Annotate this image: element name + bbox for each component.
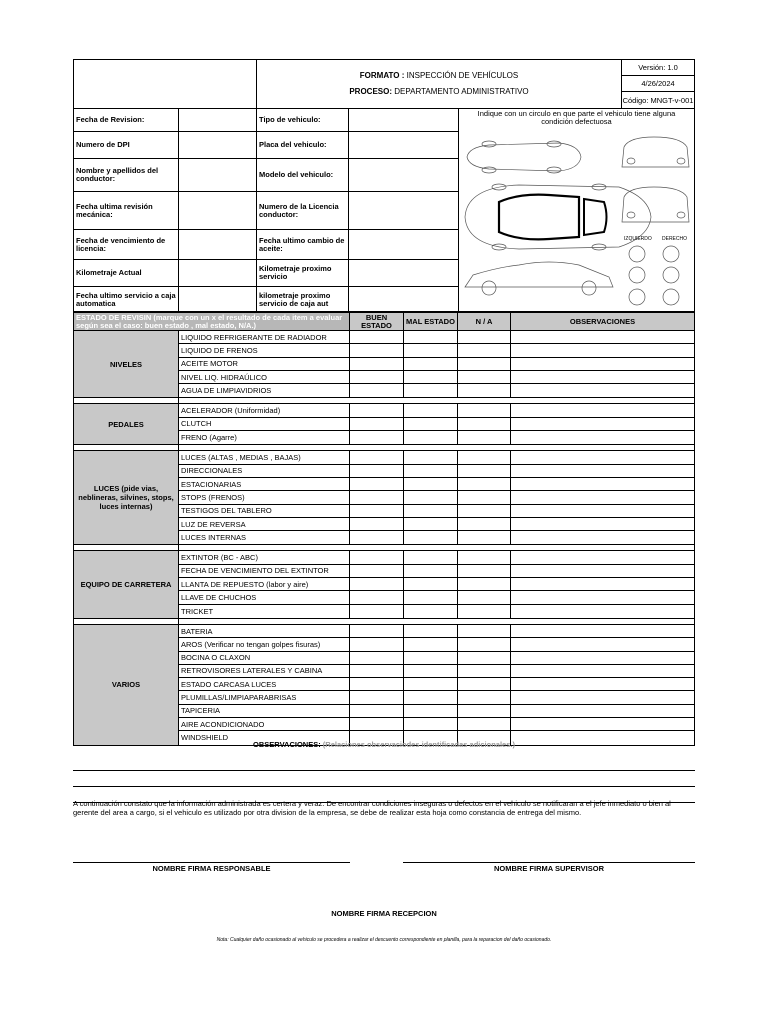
good-state-cell[interactable] bbox=[350, 418, 404, 430]
checklist-item-label: AGUA DE LIMPIAVIDRIOS bbox=[179, 384, 350, 397]
info-label: Numero de DPI bbox=[74, 132, 179, 158]
checklist-row bbox=[179, 638, 694, 651]
na-cell[interactable] bbox=[458, 718, 511, 730]
good-state-cell[interactable] bbox=[350, 665, 404, 677]
observation-cell[interactable] bbox=[511, 418, 694, 430]
bad-state-cell[interactable] bbox=[404, 358, 458, 370]
na-cell[interactable] bbox=[458, 465, 511, 477]
good-state-cell[interactable] bbox=[350, 718, 404, 730]
good-state-cell[interactable] bbox=[350, 678, 404, 690]
na-cell[interactable] bbox=[458, 358, 511, 370]
info-label: Nombre y apellidos del conductor: bbox=[74, 159, 179, 191]
good-state-cell[interactable] bbox=[350, 652, 404, 664]
date: 4/26/2024 bbox=[622, 76, 694, 92]
col-na: N / A bbox=[458, 313, 511, 330]
checklist-row bbox=[179, 358, 694, 371]
info-row bbox=[74, 159, 459, 192]
observation-cell[interactable] bbox=[511, 718, 694, 730]
checklist-row bbox=[179, 678, 694, 691]
good-state-cell[interactable] bbox=[350, 384, 404, 397]
bad-state-cell[interactable] bbox=[404, 565, 458, 577]
observations-line[interactable] bbox=[73, 770, 695, 771]
bad-state-cell[interactable] bbox=[404, 691, 458, 703]
checklist-row bbox=[179, 705, 694, 718]
checklist-header bbox=[74, 313, 694, 331]
checklist-row bbox=[179, 431, 694, 444]
info-value-field[interactable] bbox=[179, 159, 257, 191]
checklist-item-label: TRICKET bbox=[179, 605, 350, 618]
col-observations: OBSERVACIONES bbox=[511, 313, 694, 330]
info-row bbox=[74, 132, 459, 159]
bad-state-cell[interactable] bbox=[404, 591, 458, 603]
na-cell[interactable] bbox=[458, 591, 511, 603]
checklist-item-label: ESTACIONARIAS bbox=[179, 478, 350, 490]
checklist-item-label: FRENO (Agarre) bbox=[179, 431, 350, 444]
group-name: VARIOS bbox=[74, 625, 179, 745]
bad-state-cell[interactable] bbox=[404, 465, 458, 477]
na-cell[interactable] bbox=[458, 371, 511, 383]
checklist-row bbox=[179, 591, 694, 604]
na-cell[interactable] bbox=[458, 344, 511, 356]
checklist-item-label: LIQUIDO DE FRENOS bbox=[179, 344, 350, 356]
na-cell[interactable] bbox=[458, 418, 511, 430]
good-state-cell[interactable] bbox=[350, 531, 404, 544]
checklist-group bbox=[74, 404, 694, 445]
checklist-row bbox=[179, 384, 694, 397]
good-state-cell[interactable] bbox=[350, 705, 404, 717]
observation-cell[interactable] bbox=[511, 531, 694, 544]
checklist-row bbox=[179, 578, 694, 591]
info-label: Modelo del vehiculo: bbox=[257, 159, 349, 191]
good-state-cell[interactable] bbox=[350, 331, 404, 343]
checklist-item-label: BATERIA bbox=[179, 625, 350, 637]
checklist-item-label: LLAVE DE CHUCHOS bbox=[179, 591, 350, 603]
observation-cell[interactable] bbox=[511, 705, 694, 717]
na-cell[interactable] bbox=[458, 518, 511, 530]
observation-cell[interactable] bbox=[511, 605, 694, 618]
bad-state-cell[interactable] bbox=[404, 331, 458, 343]
formato-label: FORMATO : bbox=[359, 71, 405, 80]
info-value-field[interactable] bbox=[349, 159, 459, 191]
checklist-groups bbox=[74, 331, 694, 745]
good-state-cell[interactable] bbox=[350, 578, 404, 590]
bad-state-cell[interactable] bbox=[404, 531, 458, 544]
na-cell[interactable] bbox=[458, 384, 511, 397]
observation-cell[interactable] bbox=[511, 625, 694, 637]
info-label: Tipo de vehiculo: bbox=[257, 109, 349, 131]
good-state-cell[interactable] bbox=[350, 691, 404, 703]
good-state-cell[interactable] bbox=[350, 358, 404, 370]
observation-cell[interactable] bbox=[511, 358, 694, 370]
good-state-cell[interactable] bbox=[350, 638, 404, 650]
observation-cell[interactable] bbox=[511, 478, 694, 490]
checklist-item-label: NIVEL LIQ. HIDRAÚLICO bbox=[179, 371, 350, 383]
vehicle-diagram[interactable] bbox=[459, 109, 694, 311]
info-label: Numero de la Licencia conductor: bbox=[257, 192, 349, 229]
group-items bbox=[179, 551, 694, 617]
checklist-item-label: LUCES (ALTAS , MEDIAS , BAJAS) bbox=[179, 451, 350, 463]
observations-hint: (Relaciones observaciodes identificadas adicionales.) bbox=[322, 740, 515, 749]
bad-state-cell[interactable] bbox=[404, 652, 458, 664]
group-name: PEDALES bbox=[74, 404, 179, 444]
good-state-cell[interactable] bbox=[350, 605, 404, 618]
checklist-item-label: LLANTA DE REPUESTO (labor y aire) bbox=[179, 578, 350, 590]
bad-state-cell[interactable] bbox=[404, 665, 458, 677]
observation-cell[interactable] bbox=[511, 691, 694, 703]
checklist-table bbox=[73, 312, 695, 746]
info-label: Placa del vehiculo: bbox=[257, 132, 349, 158]
info-label: Fecha ultima revisión mecánica: bbox=[74, 192, 179, 229]
observations-line[interactable] bbox=[73, 786, 695, 787]
info-label: Fecha ultimo servicio a caja automatica bbox=[74, 287, 179, 312]
info-label: Fecha ultimo cambio de aceite: bbox=[257, 230, 349, 259]
bad-state-cell[interactable] bbox=[404, 404, 458, 416]
bad-state-cell[interactable] bbox=[404, 505, 458, 517]
info-row bbox=[74, 287, 459, 312]
checklist-row bbox=[179, 371, 694, 384]
na-cell[interactable] bbox=[458, 652, 511, 664]
info-value-field[interactable] bbox=[179, 230, 257, 259]
checklist-row bbox=[179, 691, 694, 704]
observation-cell[interactable] bbox=[511, 565, 694, 577]
checklist-item-label: WINDSHIELD bbox=[179, 731, 350, 744]
na-cell[interactable] bbox=[458, 705, 511, 717]
good-state-cell[interactable] bbox=[350, 465, 404, 477]
observation-cell[interactable] bbox=[511, 578, 694, 590]
bad-state-cell[interactable] bbox=[404, 625, 458, 637]
bad-state-cell[interactable] bbox=[404, 344, 458, 356]
checklist-group bbox=[74, 331, 694, 398]
group-name: LUCES (pide vias, neblineras, silvines, stops, luces internas) bbox=[74, 451, 179, 544]
observation-cell[interactable] bbox=[511, 665, 694, 677]
group-name: NIVELES bbox=[74, 331, 179, 397]
bad-state-cell[interactable] bbox=[404, 638, 458, 650]
checklist-row bbox=[179, 531, 694, 544]
observation-cell[interactable] bbox=[511, 331, 694, 343]
checklist-item-label: LIQUIDO REFRIGERANTE DE RADIADOR bbox=[179, 331, 350, 343]
checklist-row bbox=[179, 331, 694, 344]
car-outline-drawing[interactable] bbox=[459, 127, 694, 310]
good-state-cell[interactable] bbox=[350, 371, 404, 383]
good-state-cell[interactable] bbox=[350, 491, 404, 503]
checklist-item-label: FECHA DE VENCIMIENTO DEL EXTINTOR bbox=[179, 565, 350, 577]
logo-area bbox=[74, 60, 257, 108]
checklist-group bbox=[74, 625, 694, 745]
info-value-field[interactable] bbox=[349, 287, 459, 312]
group-items bbox=[179, 331, 694, 397]
info-label: Kilometraje proximo servicio bbox=[257, 260, 349, 286]
bad-state-cell[interactable] bbox=[404, 578, 458, 590]
observation-cell[interactable] bbox=[511, 404, 694, 416]
na-cell[interactable] bbox=[458, 638, 511, 650]
checklist-row bbox=[179, 652, 694, 665]
checklist-item-label: BOCINA O CLAXON bbox=[179, 652, 350, 664]
bad-state-cell[interactable] bbox=[404, 418, 458, 430]
na-cell[interactable] bbox=[458, 565, 511, 577]
na-cell[interactable] bbox=[458, 491, 511, 503]
checklist-instructions: ESTADO DE REVISIN (marque con un x el resultado de cada item a evaluar según sea el caso: buen estado , mal estado, N/A.) bbox=[74, 313, 350, 330]
observation-cell[interactable] bbox=[511, 518, 694, 530]
info-label: Fecha de vencimiento de licencia: bbox=[74, 230, 179, 259]
info-row bbox=[74, 230, 459, 260]
diagram-label-right: DERECHO bbox=[662, 236, 688, 242]
group-name: EQUIPO DE CARRETERA bbox=[74, 551, 179, 617]
observation-cell[interactable] bbox=[511, 551, 694, 563]
footnote: Nota: Cualquier daño ocasionado al vehiculo se procedera a realizar el descuento correspondiente en planilla, para la reparacion del daño ocasionado. bbox=[216, 937, 552, 943]
checklist-row bbox=[179, 505, 694, 518]
formato-line bbox=[257, 71, 621, 80]
info-value-field[interactable] bbox=[179, 287, 257, 312]
checklist-row bbox=[179, 605, 694, 618]
checklist-row bbox=[179, 718, 694, 731]
observation-cell[interactable] bbox=[511, 431, 694, 444]
checklist-row bbox=[179, 478, 694, 491]
good-state-cell[interactable] bbox=[350, 344, 404, 356]
info-value-field[interactable] bbox=[179, 260, 257, 286]
checklist-row bbox=[179, 491, 694, 504]
checklist-item-label: CLUTCH bbox=[179, 418, 350, 430]
form-header bbox=[73, 59, 695, 109]
checklist-row bbox=[179, 665, 694, 678]
info-value-field[interactable] bbox=[179, 109, 257, 131]
checklist-row bbox=[179, 625, 694, 638]
observation-cell[interactable] bbox=[511, 652, 694, 664]
formato-value: INSPECCIÓN DE VEHÍCULOS bbox=[406, 71, 519, 80]
checklist-item-label: PLUMILLAS/LIMPIAPARABRISAS bbox=[179, 691, 350, 703]
na-cell[interactable] bbox=[458, 478, 511, 490]
info-row bbox=[74, 192, 459, 230]
checklist-group bbox=[74, 451, 694, 545]
observation-cell[interactable] bbox=[511, 638, 694, 650]
info-row bbox=[74, 109, 459, 132]
na-cell[interactable] bbox=[458, 691, 511, 703]
observation-cell[interactable] bbox=[511, 371, 694, 383]
good-state-cell[interactable] bbox=[350, 478, 404, 490]
checklist-item-label: ACELERADOR (Uniformidad) bbox=[179, 404, 350, 416]
checklist-item-label: LUZ DE REVERSA bbox=[179, 518, 350, 530]
good-state-cell[interactable] bbox=[350, 451, 404, 463]
info-value-field[interactable] bbox=[349, 192, 459, 229]
group-items bbox=[179, 625, 694, 745]
checklist-row bbox=[179, 518, 694, 531]
signature-label-responsable: NOMBRE FIRMA RESPONSABLE bbox=[152, 864, 271, 873]
observation-cell[interactable] bbox=[511, 451, 694, 463]
observation-cell[interactable] bbox=[511, 491, 694, 503]
na-cell[interactable] bbox=[458, 605, 511, 618]
group-items bbox=[179, 404, 694, 444]
good-state-cell[interactable] bbox=[350, 551, 404, 563]
version: Versión: 1.0 bbox=[622, 60, 694, 76]
checklist-row bbox=[179, 565, 694, 578]
bad-state-cell[interactable] bbox=[404, 551, 458, 563]
na-cell[interactable] bbox=[458, 431, 511, 444]
na-cell[interactable] bbox=[458, 578, 511, 590]
bad-state-cell[interactable] bbox=[404, 718, 458, 730]
na-cell[interactable] bbox=[458, 505, 511, 517]
good-state-cell[interactable] bbox=[350, 505, 404, 517]
observation-cell[interactable] bbox=[511, 678, 694, 690]
checklist-item-label: LUCES INTERNAS bbox=[179, 531, 350, 544]
info-value-field[interactable] bbox=[349, 260, 459, 286]
checklist-group bbox=[74, 551, 694, 618]
info-value-field[interactable] bbox=[179, 132, 257, 158]
group-spacer-cell bbox=[74, 445, 179, 450]
info-row bbox=[74, 260, 459, 287]
proceso-label: PROCESO: bbox=[349, 87, 393, 96]
bad-state-cell[interactable] bbox=[404, 678, 458, 690]
title-area bbox=[257, 60, 622, 108]
bad-state-cell[interactable] bbox=[404, 491, 458, 503]
good-state-cell[interactable] bbox=[350, 565, 404, 577]
good-state-cell[interactable] bbox=[350, 404, 404, 416]
observation-cell[interactable] bbox=[511, 384, 694, 397]
na-cell[interactable] bbox=[458, 665, 511, 677]
good-state-cell[interactable] bbox=[350, 431, 404, 444]
observations-heading bbox=[73, 740, 695, 749]
checklist-item-label: EXTINTOR (BC - ABC) bbox=[179, 551, 350, 563]
group-spacer-cell bbox=[74, 619, 179, 624]
bad-state-cell[interactable] bbox=[404, 605, 458, 618]
signature-line-supervisor[interactable] bbox=[403, 862, 695, 863]
checklist-item-label: AIRE ACONDICIONADO bbox=[179, 718, 350, 730]
na-cell[interactable] bbox=[458, 451, 511, 463]
checklist-item-label: STOPS (FRENOS) bbox=[179, 491, 350, 503]
checklist-row bbox=[179, 344, 694, 357]
signature-label-recepcion: NOMBRE FIRMA RECEPCION bbox=[331, 909, 437, 918]
proceso-value: DEPARTAMENTO ADMINISTRATIVO bbox=[394, 87, 529, 96]
proceso-line bbox=[257, 87, 621, 96]
group-spacer-cell bbox=[74, 398, 179, 403]
info-label: Kilometraje Actual bbox=[74, 260, 179, 286]
checklist-item-label: DIRECCIONALES bbox=[179, 465, 350, 477]
bad-state-cell[interactable] bbox=[404, 431, 458, 444]
info-value-field[interactable] bbox=[349, 109, 459, 131]
checklist-item-label: RETROVISORES LATERALES Y CABINA bbox=[179, 665, 350, 677]
checklist-row bbox=[179, 451, 694, 464]
code: Código: MNGT-v-001 bbox=[622, 95, 694, 105]
col-bad-state: MAL ESTADO bbox=[404, 313, 458, 330]
checklist-item-label: AROS (Verificar no tengan golpes fisuras) bbox=[179, 638, 350, 650]
na-cell[interactable] bbox=[458, 551, 511, 563]
checklist-item-label: TESTIGOS DEL TABLERO bbox=[179, 505, 350, 517]
na-cell[interactable] bbox=[458, 404, 511, 416]
bad-state-cell[interactable] bbox=[404, 518, 458, 530]
bad-state-cell[interactable] bbox=[404, 478, 458, 490]
info-label: Fecha de Revision: bbox=[74, 109, 179, 131]
checklist-item-label: ACEITE MOTOR bbox=[179, 358, 350, 370]
signature-line-responsable[interactable] bbox=[73, 862, 350, 863]
good-state-cell[interactable] bbox=[350, 625, 404, 637]
checklist-row bbox=[179, 551, 694, 564]
diagram-label-left: IZQUIERDO bbox=[624, 236, 652, 242]
bad-state-cell[interactable] bbox=[404, 451, 458, 463]
bad-state-cell[interactable] bbox=[404, 705, 458, 717]
na-cell[interactable] bbox=[458, 625, 511, 637]
na-cell[interactable] bbox=[458, 678, 511, 690]
na-cell[interactable] bbox=[458, 531, 511, 544]
checklist-item-label: ESTADO CARCASA LUCES bbox=[179, 678, 350, 690]
observation-cell[interactable] bbox=[511, 505, 694, 517]
declaration-text: A continuación constato que la información administrada es certera y veraz. De encontrar condiciones inseguras o defectos en el vehiculo se notificaran a el jefe inmediato o bien al gerente del area a cargo, si el vehiculo es utilizado por otra division de la empresa, se debe de realizar esta hoja como constancia de entrega del mismo. bbox=[73, 799, 671, 817]
info-table bbox=[73, 109, 695, 312]
na-cell[interactable] bbox=[458, 331, 511, 343]
good-state-cell[interactable] bbox=[350, 518, 404, 530]
good-state-cell[interactable] bbox=[350, 591, 404, 603]
group-items bbox=[179, 451, 694, 544]
info-value-field[interactable] bbox=[349, 230, 459, 259]
bad-state-cell[interactable] bbox=[404, 371, 458, 383]
group-spacer-cell bbox=[74, 545, 179, 550]
observation-cell[interactable] bbox=[511, 591, 694, 603]
checklist-row bbox=[179, 404, 694, 417]
info-value-field[interactable] bbox=[179, 192, 257, 229]
info-value-field[interactable] bbox=[349, 132, 459, 158]
info-label: kilometraje proximo servicio de caja aut bbox=[257, 287, 349, 312]
observations-label: OBSERVACIONES: bbox=[253, 740, 321, 749]
col-good-state: BUEN ESTADO bbox=[350, 313, 404, 330]
checklist-row bbox=[179, 465, 694, 478]
meta-area bbox=[622, 60, 694, 108]
checklist-item-label: TAPICERIA bbox=[179, 705, 350, 717]
observation-cell[interactable] bbox=[511, 344, 694, 356]
bad-state-cell[interactable] bbox=[404, 384, 458, 397]
observation-cell[interactable] bbox=[511, 465, 694, 477]
diagram-title: Indique con un circulo en que parte el vehiculo tiene alguna condición defectuosa bbox=[477, 109, 676, 126]
signature-label-supervisor: NOMBRE FIRMA SUPERVISOR bbox=[493, 864, 604, 873]
checklist-row bbox=[179, 418, 694, 431]
